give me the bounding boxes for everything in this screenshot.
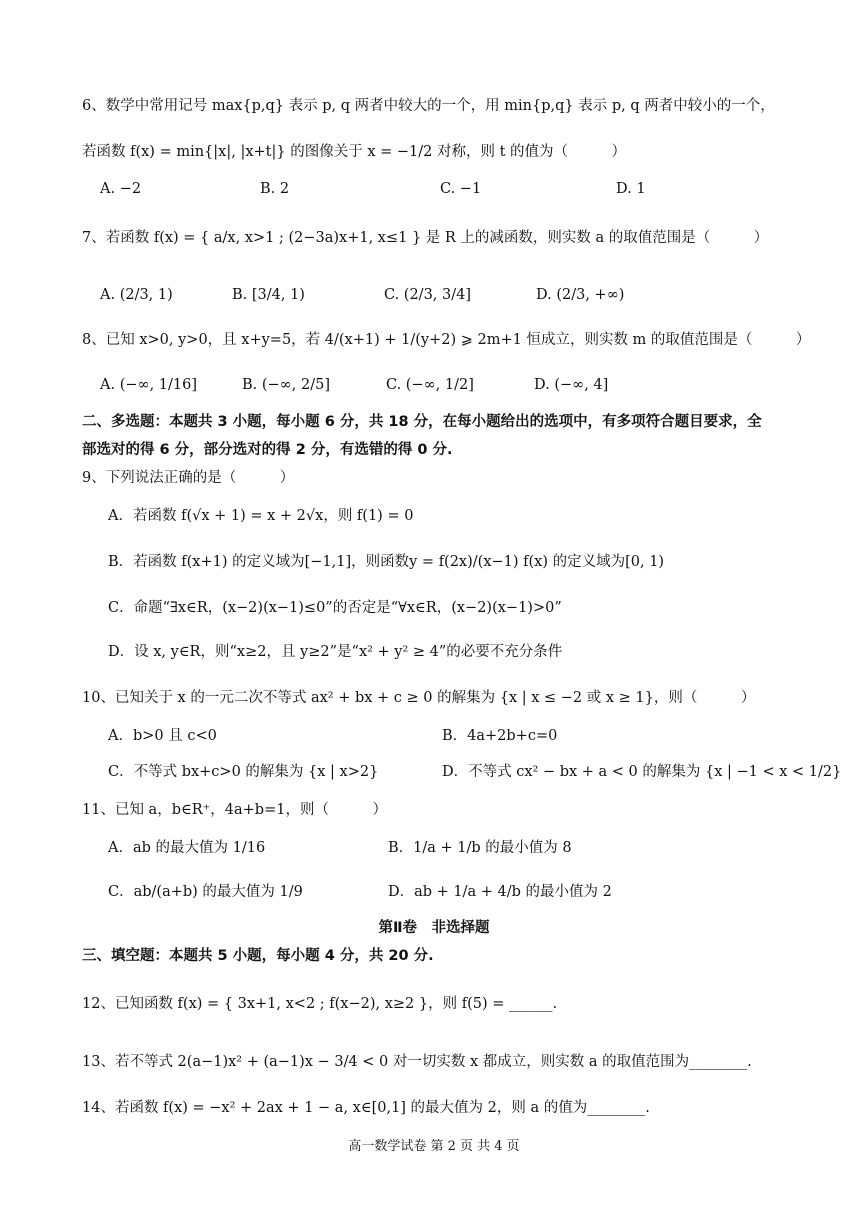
q6-line1: 6、数学中常用记号 max{p,q} 表示 p, q 两者中较大的一个，用 min{p,q} 表示 p, q 两者中较小的一个，: [82, 98, 775, 114]
q8-option-d: D. (−∞, 4]: [534, 377, 609, 393]
q14-text: 14、若函数 f(x) = −x² + 2ax + 1 − a, x∈[0,1] 的最大值为 2，则 a 的值为________.: [82, 1100, 650, 1116]
q8-option-c: C. (−∞, 1/2]: [386, 377, 474, 393]
q7-option-b: B. [3/4, 1): [232, 287, 305, 303]
section2-line1: 二、多选题：本题共 3 小题，每小题 6 分，共 18 分，在每小题给出的选项中，有多项符合题目要求，全: [82, 414, 762, 430]
section3-header: 三、填空题：本题共 5 小题，每小题 4 分，共 20 分.: [82, 948, 434, 964]
q12-text: 12、已知函数 f(x) = { 3x+1, x<2 ; f(x−2), x≥2 }，则 f(5) = ______.: [82, 996, 558, 1012]
q11-option-d: D．ab + 1/a + 4/b 的最小值为 2: [388, 884, 612, 900]
q9-option-d: D．设 x, y∈R，则“x≥2，且 y≥2”是“x² + y² ≥ 4”的必要不充分条件: [108, 644, 563, 660]
q9-text: 9、下列说法正确的是（ ）: [82, 470, 295, 486]
q13-text: 13、若不等式 2(a−1)x² + (a−1)x − 3/4 < 0 对一切实数 x 都成立，则实数 a 的取值范围为________.: [82, 1054, 752, 1070]
q7-text: 7、若函数 f(x) = { a/x, x>1 ; (2−3a)x+1, x≤1 } 是 R 上的减函数，则实数 a 的取值范围是（ ）: [82, 230, 769, 246]
q10-text: 10、已知关于 x 的一元二次不等式 ax² + bx + c ≥ 0 的解集为 {x | x ≤ −2 或 x ≥ 1}，则（ ）: [82, 690, 756, 706]
q6-option-c: C. −1: [440, 181, 482, 197]
q6-option-b: B. 2: [260, 181, 290, 197]
q10-option-c: C．不等式 bx+c>0 的解集为 {x | x>2}: [108, 764, 379, 780]
q8-option-b: B. (−∞, 2/5]: [242, 377, 330, 393]
q11-text: 11、已知 a，b∈R⁺，4a+b=1，则（ ）: [82, 802, 387, 818]
q11-option-b: B．1/a + 1/b 的最小值为 8: [388, 840, 572, 856]
section2-line2: 部选对的得 6 分，部分选对的得 2 分，有选错的得 0 分.: [82, 442, 453, 458]
q7-option-c: C. (2/3, 3/4]: [384, 287, 471, 303]
q9-option-b: B．若函数 f(x+1) 的定义域为[−1,1]，则函数y = f(2x)/(x−1) f(x) 的定义域为[0, 1): [108, 554, 665, 570]
q9-option-a: A．若函数 f(√x + 1) = x + 2√x，则 f(1) = 0: [108, 508, 414, 524]
q11-option-c: C．ab/(a+b) 的最大值为 1/9: [108, 884, 303, 900]
q6-option-a: A. −2: [100, 181, 142, 197]
q7-option-d: D. (2/3, +∞): [536, 287, 625, 303]
q10-option-b: B．4a+2b+c=0: [442, 728, 558, 744]
q6-line2: 若函数 f(x) = min{|x|, |x+t|} 的图像关于 x = −1/2 对称，则 t 的值为（ ）: [82, 144, 627, 160]
q7-option-a: A. (2/3, 1): [100, 287, 173, 303]
q8-text: 8、已知 x>0, y>0，且 x+y=5，若 4/(x+1) + 1/(y+2) ⩾ 2m+1 恒成立，则实数 m 的取值范围是（ ）: [82, 332, 811, 348]
q10-option-a: A．b>0 且 c<0: [108, 728, 217, 744]
q9-option-c: C．命题“∃x∈R，(x−2)(x−1)≤0”的否定是“∀x∈R，(x−2)(x−1)>0”: [108, 600, 562, 616]
q8-option-a: A. (−∞, 1/16]: [100, 377, 198, 393]
q10-option-d: D．不等式 cx² − bx + a < 0 的解集为 {x | −1 < x < 1/2}: [442, 764, 842, 780]
part2-title: 第Ⅱ卷 非选择题: [378, 920, 490, 936]
q6-option-d: D. 1: [616, 181, 646, 197]
page-footer: 高一数学试卷 第 2 页 共 4 页: [348, 1139, 520, 1154]
q11-option-a: A．ab 的最大值为 1/16: [108, 840, 266, 856]
